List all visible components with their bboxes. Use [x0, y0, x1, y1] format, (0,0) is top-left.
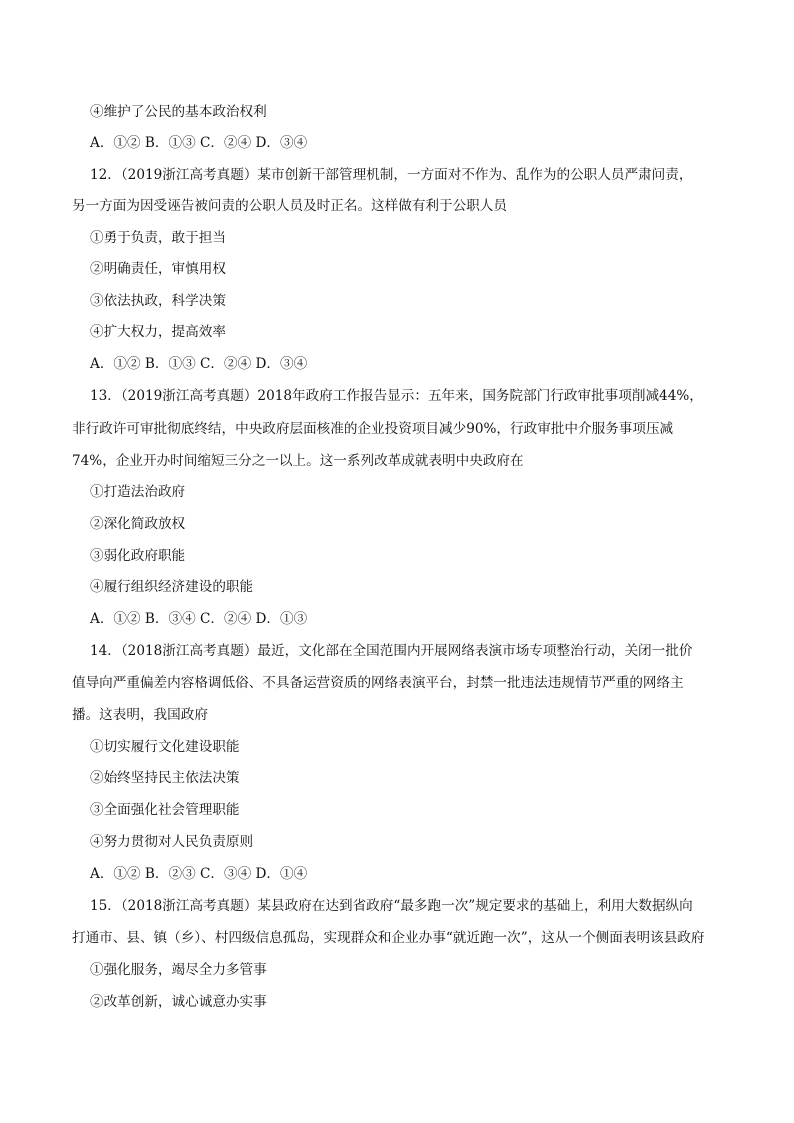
q13-answer-choices: A．①② B．③④ C．②④ D．①③: [90, 611, 308, 627]
q15-option-2: ②改革创新，诚心诚意办实事: [90, 994, 267, 1010]
q14-answer-choices: A．①② B．②③ C．③④ D．①④: [90, 866, 308, 882]
q15-option-1: ①强化服务，竭尽全力多管事: [90, 962, 267, 978]
q14-option-3: ③全面强化社会管理职能: [90, 802, 240, 818]
q14-stem-line-2: 值导向严重偏差内容格调低俗、不具备运营资质的网络表演平台，封禁一批违法违规情节严重的网络主: [72, 675, 684, 691]
q12-stem-line-1: 12．（2019浙江高考真题）某市创新干部管理机制，一方面对不作为、乱作为的公职人员严肃问责，: [90, 167, 693, 183]
q12-option-1: ①勇于负责，敢于担当: [90, 230, 226, 246]
q14-option-4: ④努力贯彻对人民负责原则: [90, 834, 254, 850]
q15-stem-line-2: 打通市、县、镇（乡）、村四级信息孤岛，实现群众和企业办事“就近跑一次”，这从一个侧面表明该县政府: [72, 930, 705, 946]
q14-stem-line-3: 播。这表明，我国政府: [72, 707, 208, 723]
q14-stem-line-1: 14．（2018浙江高考真题）最近，文化部在全国范围内开展网络表演市场专项整治行动，关闭一批价: [90, 643, 693, 659]
q11-answer-choices: A．①② B．①③ C．②④ D．③④: [90, 135, 308, 151]
q11-option-4: ④维护了公民的基本政治权利: [90, 104, 267, 120]
q13-stem-line-2: 非行政许可审批彻底终结，中央政府层面核准的企业投资项目减少90%，行政审批中介服务事项压减: [72, 421, 674, 437]
q12-option-2: ②明确责任，审慎用权: [90, 261, 226, 277]
q14-option-1: ①切实履行文化建设职能: [90, 739, 240, 755]
q12-option-3: ③依法执政，科学决策: [90, 293, 226, 309]
q14-option-2: ②始终坚持民主依法决策: [90, 770, 240, 786]
q12-option-4: ④扩大权力，提高效率: [90, 324, 226, 340]
q13-option-1: ①打造法治政府: [90, 484, 186, 500]
q13-option-4: ④履行组织经济建设的职能: [90, 579, 254, 595]
q13-stem-line-3: 74%，企业开办时间缩短三分之一以上。这一系列改革成就表明中央政府在: [72, 453, 524, 469]
q13-option-3: ③弱化政府职能: [90, 548, 186, 564]
q12-stem-line-2: 另一方面为因受诬告被问责的公职人员及时正名。这样做有利于公职人员: [72, 198, 507, 214]
q13-option-2: ②深化简政放权: [90, 516, 186, 532]
q12-answer-choices: A．①② B．①③ C．②④ D．③④: [90, 356, 308, 372]
q15-stem-line-1: 15．（2018浙江高考真题）某县政府在达到省政府“最多跑一次”规定要求的基础上，利用大数据纵向: [90, 898, 693, 914]
q13-stem-line-1: 13．（2019浙江高考真题）2018年政府工作报告显示：五年来，国务院部门行政审批事项削减44%，: [90, 388, 703, 404]
